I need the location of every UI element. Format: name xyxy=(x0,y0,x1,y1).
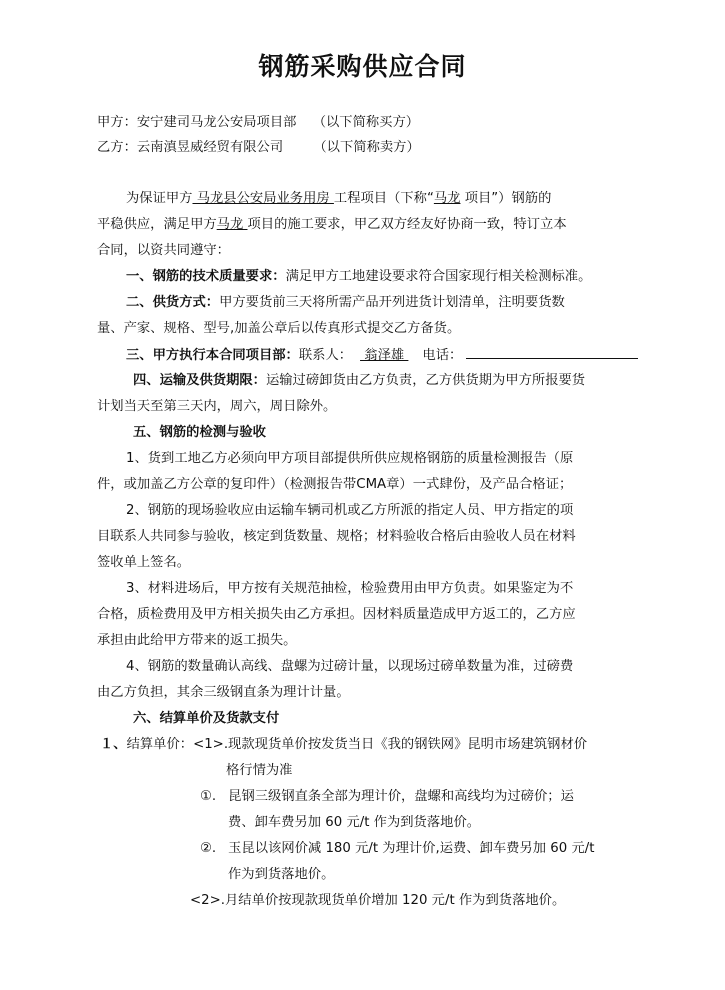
section-6-item-1-line-1 xyxy=(100,736,587,754)
contact-label: 联系人： xyxy=(298,348,353,363)
intro-line-1 xyxy=(126,190,551,208)
item-1-number: １、 xyxy=(100,737,127,752)
section-5-p1-line-2: 件，或加盖乙方公章的复印件）（检测报告带CMA章）一式肆份，及产品合格证； xyxy=(97,477,573,492)
section-4-heading: 四、运输及供货期限： xyxy=(133,373,266,388)
intro-text: 平稳供应，满足甲方 xyxy=(97,217,217,232)
sub-2-text: 玉昆以该网价减 180 元/t 为理计价,运费、卸车费另加 60 元/t xyxy=(228,841,595,856)
document-title: 钢筋采购供应合同 xyxy=(258,52,467,81)
party-a-label: 甲方：安宁建司马龙公安局项目部 xyxy=(97,115,297,130)
section-2-text: 甲方要货前三天将所需产品开列进货计划清单，注明要货数 xyxy=(219,295,565,310)
phone-label: 电话： xyxy=(422,348,463,363)
section-5-p3-line-2: 合格，质检费用及甲方相关损失由乙方承担。因材料质量造成甲方返工的，乙方应 xyxy=(97,607,576,622)
phone-blank-line xyxy=(466,346,638,359)
intro-line-3: 合同，以资共同遵守： xyxy=(97,243,230,258)
section-5-p4-line-2: 由乙方负担，其余三级钢直条为理计计量。 xyxy=(97,685,350,700)
party-b-alias: （以下简称卖方） xyxy=(313,140,420,155)
contact-name: 翁泽雄 xyxy=(360,348,409,363)
sub-2-line-1 xyxy=(200,840,594,858)
section-6-heading: 六、结算单价及货款支付 xyxy=(133,711,280,726)
intro-text: 工程项目（下称“ xyxy=(333,191,434,206)
section-1-heading: 一、钢筋的技术质量要求： xyxy=(126,269,286,284)
section-6-item-1-line-2: 格行情为准 xyxy=(226,763,293,778)
party-a-alias: （以下简称买方） xyxy=(312,115,420,130)
project-short-name: 马龙 xyxy=(433,191,461,206)
intro-text: 为保证甲方 xyxy=(126,191,193,206)
intro-text: 项目的施工要求，甲乙双方经友好协商一致，特订立本 xyxy=(247,217,567,232)
party-a-line xyxy=(97,114,419,132)
section-5-p1-line-1: 1、货到工地乙方必须向甲方项目部提供所供应规格钢筋的质量检测报告（原 xyxy=(126,451,574,466)
section-5-p2-line-1: 2、钢筋的现场验收应由运输车辆司机或乙方所派的指定人员、甲方指定的项 xyxy=(126,503,574,518)
section-3 xyxy=(126,346,638,365)
sub-1-number: ①. xyxy=(200,789,217,804)
party-b-label: 乙方：云南滇昱威经贸有限公司 xyxy=(97,140,284,155)
intro-line-2 xyxy=(97,216,567,234)
section-2-line-2: 量、产家、规格、型号,加盖公章后以传真形式提交乙方备货。 xyxy=(97,321,461,336)
section-4-line-2: 计划当天至第三天内，周六，周日除外。 xyxy=(97,399,337,414)
section-5-p2-line-3: 签收单上签名。 xyxy=(97,555,191,570)
party-b-line xyxy=(97,139,420,157)
sub-2-number: ②. xyxy=(200,841,217,856)
section-6-item-2: <2>.月结单价按现款现货单价增加 120 元/t 作为到货落地价。 xyxy=(190,893,566,908)
item-1-text: 结算单价：<1>.现款现货单价按发货当日《我的钢铁网》昆明市场建筑钢材价 xyxy=(126,737,588,752)
section-1 xyxy=(126,268,591,286)
section-1-text: 满足甲方工地建设要求符合国家现行相关检测标准。 xyxy=(285,269,592,284)
section-4-text: 运输过磅卸货由乙方负责，乙方供货期为甲方所报要货 xyxy=(265,373,586,388)
section-2-heading: 二、供货方式： xyxy=(126,295,220,310)
section-5-p2-line-2: 目联系人共同参与验收，核定到货数量、规格；材料验收合格后由验收人员在材料 xyxy=(97,529,576,544)
section-5-p3-line-1: 3、材料进场后，甲方按有关规范抽检，检验费用由甲方负责。如果鉴定为不 xyxy=(126,581,574,596)
intro-text: 项目”）钢筋的 xyxy=(460,191,552,206)
project-short-name: 马龙 xyxy=(216,217,248,232)
section-2-line-1 xyxy=(126,294,565,312)
project-name: 马龙县公安局业务用房 xyxy=(192,191,334,206)
section-5-heading: 五、钢筋的检测与验收 xyxy=(133,425,266,440)
sub-1-text: 昆钢三级钢直条全部为理计价，盘螺和高线均为过磅价；运 xyxy=(228,789,574,804)
section-4-line-1 xyxy=(133,372,585,390)
section-5-p3-line-3: 承担由此给甲方带来的返工损失。 xyxy=(97,633,297,648)
section-5-p4-line-1: 4、钢筋的数量确认高线、盘螺为过磅计量，以现场过磅单数量为准，过磅费 xyxy=(126,659,574,674)
sub-1-line-2: 费、卸车费另加 60 元/t 作为到货落地价。 xyxy=(228,815,481,830)
section-3-heading: 三、甲方执行本合同项目部： xyxy=(126,348,299,363)
sub-2-line-2: 作为到货落地价。 xyxy=(228,867,335,882)
sub-1-line-1 xyxy=(200,788,574,806)
